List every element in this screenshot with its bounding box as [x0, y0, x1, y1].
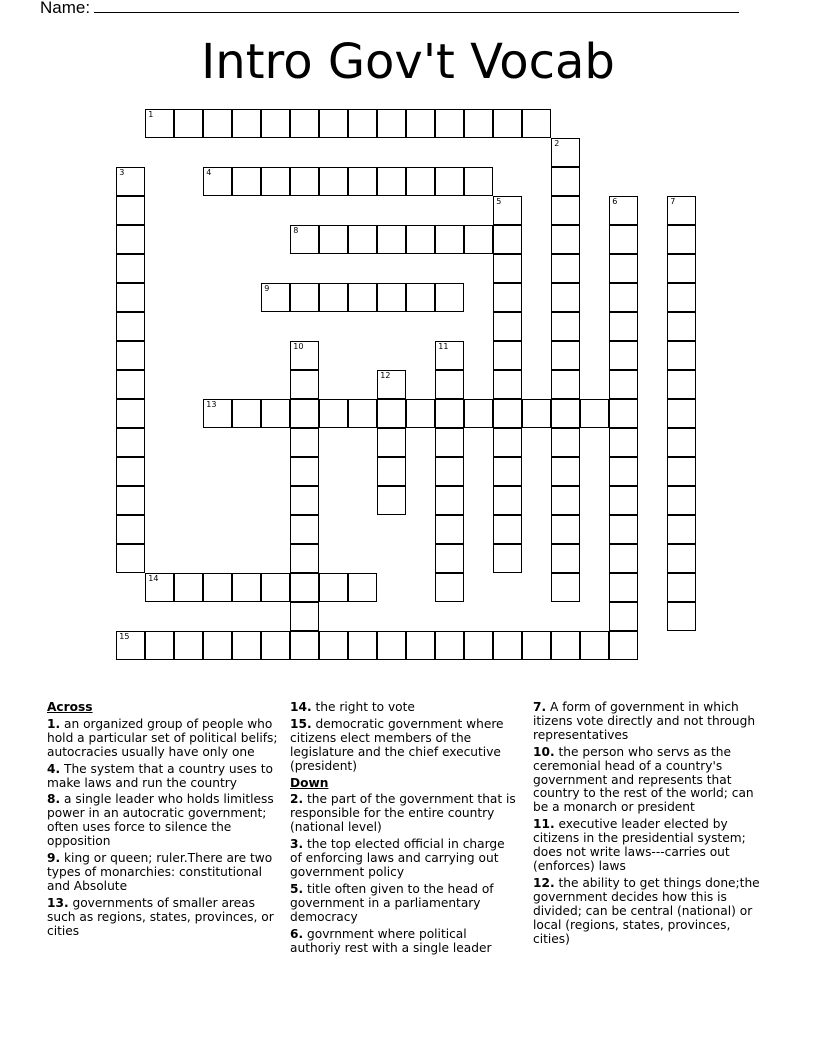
grid-cell[interactable]: [290, 602, 319, 631]
grid-cell[interactable]: [580, 399, 609, 428]
clue-number: 3.: [290, 837, 304, 852]
grid-cell[interactable]: [435, 631, 464, 660]
clue-number: 8.: [47, 792, 61, 807]
grid-cell[interactable]: [116, 399, 145, 428]
grid-cell[interactable]: [377, 399, 406, 428]
clue-text: the ability to get things done;the government decides how this is divided; can be central (national) or local (regions, states, provinces, cities): [533, 875, 760, 946]
grid-cell[interactable]: [667, 515, 696, 544]
grid-cell[interactable]: [116, 428, 145, 457]
grid-cell[interactable]: [116, 370, 145, 399]
clue-number-label: 2: [554, 139, 560, 149]
grid-cell[interactable]: [609, 573, 638, 602]
grid-cell[interactable]: [609, 515, 638, 544]
clue-across-1: [47, 718, 287, 760]
grid-cell[interactable]: [377, 428, 406, 457]
clue-number: 7.: [533, 700, 547, 714]
clue-number-label: 3: [119, 168, 125, 178]
clue-text: democratic government where citizens elect members of the legislature and the chief executive (president): [290, 716, 504, 773]
clue-across-4: [47, 763, 287, 791]
clue-text: executive leader elected by citizens in the presidential system; does not write laws---carries out (enforces) laws: [533, 817, 746, 873]
grid-cell[interactable]: [551, 167, 580, 196]
grid-cell[interactable]: [435, 457, 464, 486]
grid-cell[interactable]: [406, 225, 435, 254]
grid-cell[interactable]: [493, 109, 522, 138]
grid-cell[interactable]: [348, 573, 377, 602]
clue-text: title often given to the head of government in a parliamentary democracy: [290, 881, 494, 924]
clue-number: 9.: [47, 851, 61, 866]
grid-cell[interactable]: [667, 370, 696, 399]
clue-text: the top elected official in charge of enforcing laws and carrying out government policy: [290, 837, 505, 879]
grid-cell[interactable]: [667, 225, 696, 254]
grid-cell[interactable]: [493, 544, 522, 573]
clue-number-label: 5: [496, 197, 502, 207]
clue-number: 6.: [290, 926, 304, 941]
grid-cell[interactable]: [116, 283, 145, 312]
grid-cell[interactable]: [145, 109, 174, 138]
page-title: Intro Gov't Vocab: [201, 34, 615, 90]
grid-cell[interactable]: [551, 283, 580, 312]
grid-cell[interactable]: [232, 631, 261, 660]
grid-cell[interactable]: [319, 283, 348, 312]
grid-cell[interactable]: [609, 341, 638, 370]
grid-cell[interactable]: [609, 254, 638, 283]
grid-cell[interactable]: [609, 283, 638, 312]
grid-cell[interactable]: [290, 631, 319, 660]
grid-cell[interactable]: [609, 312, 638, 341]
grid-cell[interactable]: [290, 428, 319, 457]
clue-number-label: 6: [612, 197, 618, 207]
grid-cell[interactable]: [377, 631, 406, 660]
clue-number-label: 10: [293, 342, 304, 352]
grid-cell[interactable]: [609, 196, 638, 225]
grid-cell[interactable]: [203, 167, 232, 196]
grid-cell[interactable]: [203, 631, 232, 660]
grid-cell[interactable]: [116, 254, 145, 283]
grid-cell[interactable]: [319, 631, 348, 660]
clue-number-label: 14: [148, 574, 159, 584]
grid-cell[interactable]: [290, 515, 319, 544]
grid-cell[interactable]: [348, 225, 377, 254]
grid-cell[interactable]: [493, 486, 522, 515]
clue-number: 13.: [47, 895, 69, 910]
name-label: Name:: [40, 0, 91, 17]
grid-cell[interactable]: [261, 167, 290, 196]
grid-cell[interactable]: [551, 399, 580, 428]
grid-cell[interactable]: [493, 341, 522, 370]
grid-cell[interactable]: [290, 167, 319, 196]
grid-cell[interactable]: [290, 283, 319, 312]
grid-cell[interactable]: [609, 544, 638, 573]
grid-cell[interactable]: [493, 457, 522, 486]
grid-cell[interactable]: [435, 283, 464, 312]
grid-cell[interactable]: [551, 196, 580, 225]
name-line[interactable]: [94, 0, 739, 13]
grid-cell[interactable]: [522, 109, 551, 138]
grid-cell[interactable]: [464, 167, 493, 196]
grid-cell[interactable]: [261, 631, 290, 660]
grid-cell[interactable]: [290, 399, 319, 428]
clue-number-label: 13: [206, 400, 217, 410]
grid-cell[interactable]: [667, 544, 696, 573]
grid-cell[interactable]: [232, 399, 261, 428]
grid-cell[interactable]: [435, 428, 464, 457]
clue-text: the part of the government that is responsible for the entire country (national level): [290, 792, 516, 835]
grid-cell[interactable]: [290, 457, 319, 486]
grid-cell[interactable]: [551, 631, 580, 660]
grid-cell[interactable]: [116, 341, 145, 370]
grid-cell[interactable]: [435, 515, 464, 544]
grid-cell[interactable]: [174, 573, 203, 602]
clues-column-3: [533, 701, 768, 949]
grid-cell[interactable]: [116, 196, 145, 225]
grid-cell[interactable]: [667, 602, 696, 631]
grid-cell[interactable]: [116, 486, 145, 515]
grid-cell[interactable]: [348, 399, 377, 428]
clue-down-5: [290, 883, 520, 925]
clue-across-15: [290, 718, 520, 774]
grid-cell[interactable]: [145, 631, 174, 660]
grid-cell[interactable]: [609, 428, 638, 457]
grid-cell[interactable]: [319, 573, 348, 602]
clue-text: The system that a country uses to make laws and run the country: [47, 761, 273, 790]
grid-cell[interactable]: [377, 457, 406, 486]
grid-cell[interactable]: [493, 428, 522, 457]
grid-cell[interactable]: [551, 370, 580, 399]
clue-down-3: [290, 838, 520, 880]
grid-cell[interactable]: [203, 109, 232, 138]
grid-cell[interactable]: [667, 486, 696, 515]
grid-cell[interactable]: [493, 631, 522, 660]
clue-text: governments of smaller areas such as regions, states, provinces, or cities: [47, 895, 274, 938]
clue-text: A form of government in which itizens vote directly and not through representatives: [533, 700, 756, 742]
grid-cell[interactable]: [551, 515, 580, 544]
grid-cell[interactable]: [406, 109, 435, 138]
grid-cell[interactable]: [464, 399, 493, 428]
clue-across-8: [47, 793, 287, 849]
grid-cell[interactable]: [377, 109, 406, 138]
clue-number: 14.: [290, 700, 312, 714]
grid-cell[interactable]: [551, 312, 580, 341]
down-header: Down: [290, 775, 329, 790]
grid-cell[interactable]: [145, 573, 174, 602]
clue-number-label: 8: [293, 226, 299, 236]
grid-cell[interactable]: [609, 602, 638, 631]
grid-cell[interactable]: [493, 370, 522, 399]
grid-cell[interactable]: [261, 573, 290, 602]
grid-cell[interactable]: [580, 631, 609, 660]
grid-cell[interactable]: [116, 544, 145, 573]
grid-cell[interactable]: [290, 109, 319, 138]
grid-cell[interactable]: [377, 225, 406, 254]
grid-cell[interactable]: [116, 631, 145, 660]
grid-cell[interactable]: [290, 544, 319, 573]
clue-number-label: 4: [206, 168, 212, 178]
grid-cell[interactable]: [464, 225, 493, 254]
grid-cell[interactable]: [551, 573, 580, 602]
clue-number: 11.: [533, 817, 555, 832]
grid-cell[interactable]: [609, 399, 638, 428]
clue-down-10: [533, 746, 768, 816]
grid-cell[interactable]: [435, 167, 464, 196]
grid-cell[interactable]: [406, 167, 435, 196]
grid-cell[interactable]: [551, 254, 580, 283]
grid-cell[interactable]: [522, 399, 551, 428]
grid-cell[interactable]: [667, 283, 696, 312]
grid-cell[interactable]: [609, 457, 638, 486]
clue-text: a single leader who holds limitless power in an autocratic government; often uses force to silence the opposition: [47, 792, 274, 849]
clue-down-12: [533, 877, 768, 947]
clue-down-7: [533, 701, 768, 743]
grid-cell[interactable]: [116, 457, 145, 486]
grid-cell[interactable]: [667, 573, 696, 602]
grid-cell[interactable]: [377, 167, 406, 196]
clue-text: an organized group of people who hold a particular set of political belifs; autocracies usually have only one: [47, 716, 278, 759]
grid-cell[interactable]: [435, 486, 464, 515]
grid-cell[interactable]: [116, 312, 145, 341]
grid-cell[interactable]: [609, 486, 638, 515]
grid-cell[interactable]: [551, 428, 580, 457]
grid-cell[interactable]: [493, 196, 522, 225]
grid-cell[interactable]: [203, 573, 232, 602]
across-header: Across: [47, 700, 93, 714]
grid-cell[interactable]: [667, 399, 696, 428]
clue-number: 10.: [533, 744, 555, 759]
grid-cell[interactable]: [609, 370, 638, 399]
grid-cell[interactable]: [290, 486, 319, 515]
grid-cell[interactable]: [406, 283, 435, 312]
grid-cell[interactable]: [232, 167, 261, 196]
grid-cell[interactable]: [435, 370, 464, 399]
grid-cell[interactable]: [609, 631, 638, 660]
clue-down-11: [533, 818, 768, 874]
grid-cell[interactable]: [551, 457, 580, 486]
grid-cell[interactable]: [551, 486, 580, 515]
clue-text: govrnment where political authoriy rest with a single leader: [290, 926, 492, 955]
grid-cell[interactable]: [261, 399, 290, 428]
clue-number-label: 7: [670, 197, 676, 207]
clue-number: 12.: [533, 875, 555, 890]
grid-cell[interactable]: [319, 399, 348, 428]
grid-cell[interactable]: [203, 399, 232, 428]
grid-cell[interactable]: [609, 225, 638, 254]
clues-column-2: [290, 701, 520, 958]
clue-number: 5.: [290, 881, 304, 896]
grid-cell[interactable]: [493, 254, 522, 283]
grid-cell[interactable]: [174, 109, 203, 138]
grid-cell[interactable]: [435, 225, 464, 254]
grid-cell[interactable]: [522, 631, 551, 660]
grid-cell[interactable]: [348, 283, 377, 312]
grid-cell[interactable]: [493, 399, 522, 428]
clue-number: 15.: [290, 716, 312, 731]
grid-cell[interactable]: [348, 631, 377, 660]
grid-cell[interactable]: [435, 109, 464, 138]
grid-cell[interactable]: [116, 225, 145, 254]
grid-cell[interactable]: [667, 457, 696, 486]
grid-cell[interactable]: [435, 544, 464, 573]
name-field[interactable]: [40, 0, 739, 18]
grid-cell[interactable]: [232, 573, 261, 602]
clue-number: 1.: [47, 716, 61, 731]
grid-cell[interactable]: [551, 225, 580, 254]
grid-cell[interactable]: [493, 515, 522, 544]
grid-cell[interactable]: [290, 341, 319, 370]
grid-cell[interactable]: [319, 167, 348, 196]
grid-cell[interactable]: [551, 544, 580, 573]
crossword-grid: [117, 110, 717, 670]
grid-cell[interactable]: [667, 428, 696, 457]
clue-text: king or queen; ruler.There are two types of monarchies: constitutional and Absolute: [47, 851, 273, 893]
grid-cell[interactable]: [435, 341, 464, 370]
clue-across-13: [47, 897, 287, 939]
clue-number-label: 9: [264, 284, 270, 294]
grid-cell[interactable]: [464, 631, 493, 660]
grid-cell[interactable]: [290, 225, 319, 254]
grid-cell[interactable]: [493, 312, 522, 341]
grid-cell[interactable]: [116, 515, 145, 544]
grid-cell[interactable]: [290, 370, 319, 399]
grid-cell[interactable]: [435, 399, 464, 428]
grid-cell[interactable]: [464, 109, 493, 138]
clue-text: the right to vote: [315, 700, 415, 714]
grid-cell[interactable]: [377, 283, 406, 312]
grid-cell[interactable]: [435, 573, 464, 602]
grid-cell[interactable]: [261, 109, 290, 138]
clue-text: the person who servs as the ceremonial head of a country's government and represents that country to the rest of the world; can be a monarch or president: [533, 744, 754, 815]
grid-cell[interactable]: [667, 341, 696, 370]
grid-cell[interactable]: [667, 312, 696, 341]
grid-cell[interactable]: [667, 196, 696, 225]
clue-down-2: [290, 793, 520, 835]
clue-number-label: 12: [380, 371, 391, 381]
grid-cell[interactable]: [406, 631, 435, 660]
clue-down-6: [290, 928, 520, 956]
grid-cell[interactable]: [232, 109, 261, 138]
clues-column-1: [47, 701, 287, 942]
grid-cell[interactable]: [406, 399, 435, 428]
grid-cell[interactable]: [493, 225, 522, 254]
grid-cell[interactable]: [667, 254, 696, 283]
grid-cell[interactable]: [348, 109, 377, 138]
grid-cell[interactable]: [551, 138, 580, 167]
grid-cell[interactable]: [319, 109, 348, 138]
clue-number-label: 15: [119, 632, 130, 642]
grid-cell[interactable]: [319, 225, 348, 254]
clue-number: 4.: [47, 761, 61, 776]
clue-number-label: 1: [148, 110, 154, 120]
clue-across-9: [47, 852, 287, 894]
grid-cell[interactable]: [116, 167, 145, 196]
grid-cell[interactable]: [174, 631, 203, 660]
grid-cell[interactable]: [290, 573, 319, 602]
grid-cell[interactable]: [261, 283, 290, 312]
grid-cell[interactable]: [551, 341, 580, 370]
grid-cell[interactable]: [493, 283, 522, 312]
grid-cell[interactable]: [377, 486, 406, 515]
grid-cell[interactable]: [348, 167, 377, 196]
clue-number-label: 11: [438, 342, 449, 352]
grid-cell[interactable]: [377, 370, 406, 399]
clue-across-14: [290, 701, 520, 715]
clue-number: 2.: [290, 792, 304, 807]
